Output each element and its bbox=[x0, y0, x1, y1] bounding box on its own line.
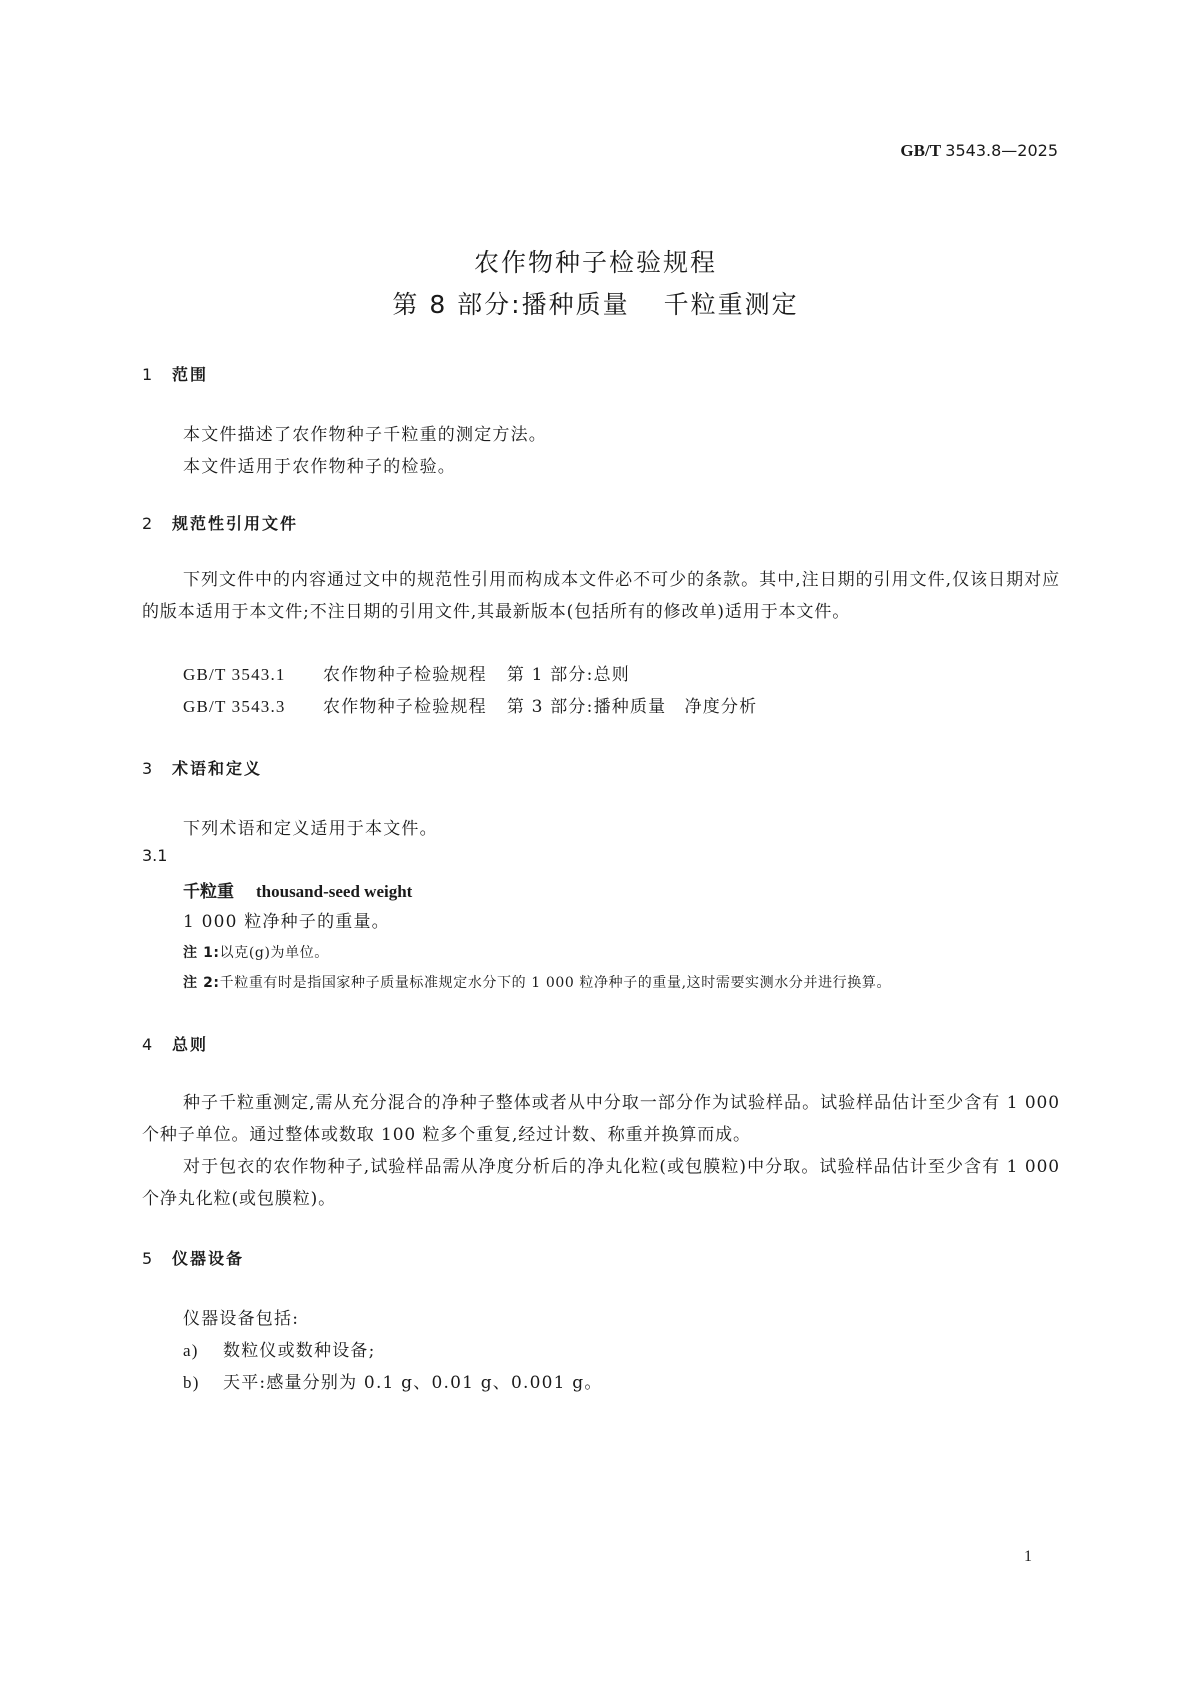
paragraph: 对于包衣的农作物种子,试验样品需从净度分析后的净丸化粒(或包膜粒)中分取。试验样品估计至少含有 1 000 个净丸化粒(或包膜粒)。 bbox=[142, 1157, 1060, 1209]
section-heading-scope: 1 范围 bbox=[142, 365, 209, 384]
term-number: 3.1 bbox=[142, 846, 168, 865]
document-title: 农作物种子检验规程 bbox=[473, 248, 717, 277]
reference-item: GB/T 3543.3 农作物种子检验规程 第 3 部分:播种质量 净度分析 bbox=[183, 697, 758, 717]
standard-number: 3543.8—2025 bbox=[945, 141, 1058, 160]
note: 注 1:以克(g)为单位。 bbox=[183, 945, 329, 961]
subtitle-part: 第 8 部分:播种质量 bbox=[392, 290, 630, 319]
paragraph: 下列术语和定义适用于本文件。 bbox=[183, 819, 438, 839]
section-heading-normative-references: 2 规范性引用文件 bbox=[142, 514, 299, 533]
reference-item: GB/T 3543.1 农作物种子检验规程 第 1 部分:总则 bbox=[183, 665, 630, 685]
standard-code bbox=[900, 141, 1058, 161]
term-entry bbox=[183, 877, 412, 902]
page-number: 1 bbox=[1024, 1548, 1032, 1565]
paragraph: 本文件描述了农作物种子千粒重的测定方法。 bbox=[183, 425, 547, 445]
section-heading-general: 4 总则 bbox=[142, 1035, 209, 1054]
term-en: thousand-seed weight bbox=[256, 882, 413, 901]
list-item: a) 数粒仪或数种设备; bbox=[183, 1341, 376, 1361]
paragraph: 仪器设备包括: bbox=[183, 1309, 300, 1329]
section-heading-apparatus: 5 仪器设备 bbox=[142, 1249, 245, 1268]
standard-prefix: GB/T bbox=[900, 141, 942, 160]
paragraph: 种子千粒重测定,需从充分混合的净种子整体或者从中分取一部分作为试验样品。试验样品估计至少含有 1 000 个种子单位。通过整体或数取 100 粒多个重复,经过计数、称重并换算而成。 bbox=[142, 1093, 1060, 1145]
section-heading-terms: 3 术语和定义 bbox=[142, 759, 263, 778]
note: 注 2:千粒重有时是指国家种子质量标准规定水分下的 1 000 粒净种子的重量,这时需要实测水分并进行换算。 bbox=[183, 975, 892, 991]
paragraph: 本文件适用于农作物种子的检验。 bbox=[183, 457, 456, 477]
paragraph: 下列文件中的内容通过文中的规范性引用而构成本文件必不可少的条款。其中,注日期的引用文件,仅该日期对应的版本适用于本文件;不注日期的引用文件,其最新版本(包括所有的修改单)适用于本文件。 bbox=[142, 570, 1060, 622]
document-subtitle bbox=[0, 285, 1191, 321]
term-definition: 1 000 粒净种子的重量。 bbox=[183, 912, 390, 932]
subtitle-subject: 千粒重测定 bbox=[663, 290, 799, 319]
list-item: b) 天平:感量分别为 0.1 g、0.01 g、0.001 g。 bbox=[183, 1373, 603, 1393]
term-zh: 千粒重 bbox=[183, 882, 234, 902]
